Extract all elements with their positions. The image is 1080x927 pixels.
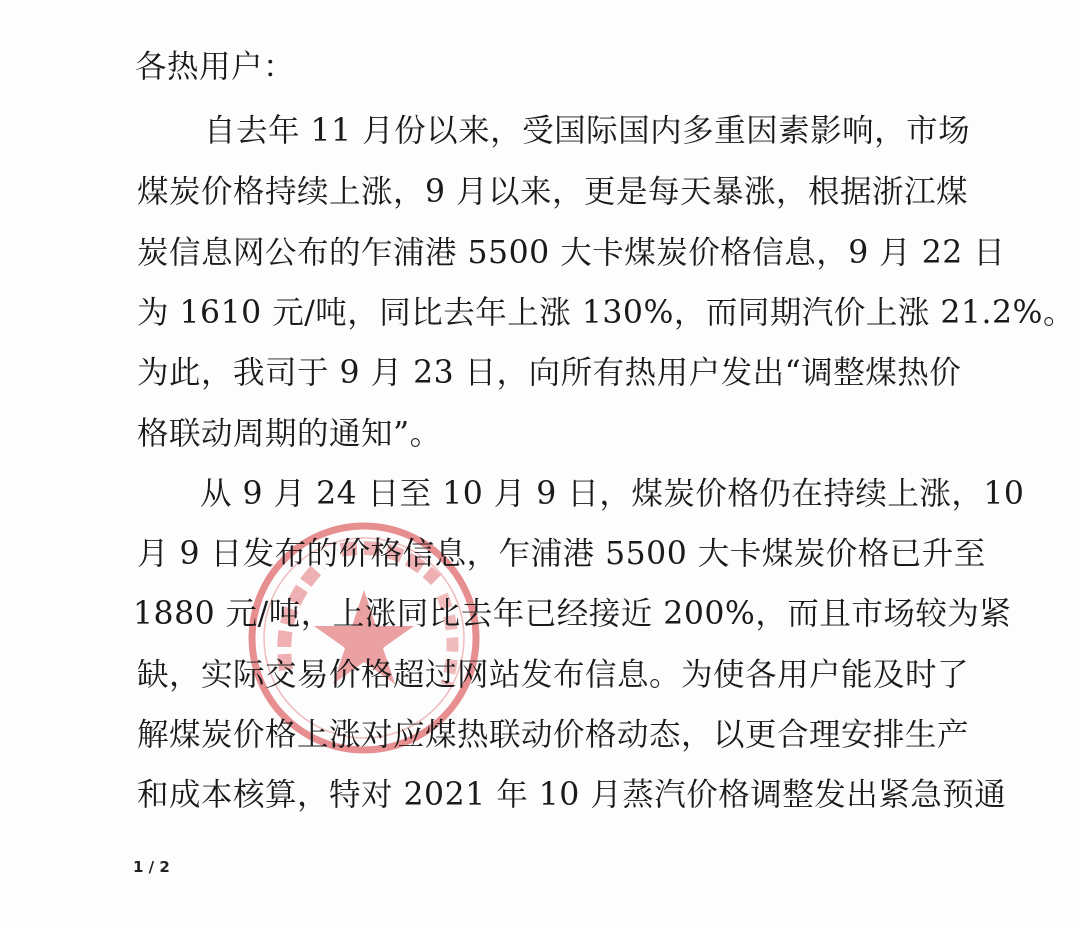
- body-line: 解煤炭价格上涨对应煤热联动价格动态，以更合理安排生产: [137, 717, 970, 753]
- body-line: 月 9 日发布的价格信息，乍浦港 5500 大卡煤炭价格已升至: [137, 536, 986, 572]
- body-line: 和成本核算，特对 2021 年 10 月蒸汽价格调整发出紧急预通: [137, 777, 1007, 813]
- body-line: 格联动周期的通知”。: [137, 416, 442, 452]
- body-line: 缺，实际交易价格超过网站发布信息。为使各用户能及时了: [137, 657, 970, 693]
- page-number: 1 / 2: [133, 858, 170, 876]
- body-line: 炭信息网公布的乍浦港 5500 大卡煤炭价格信息，9 月 22 日: [137, 235, 1006, 271]
- body-line: 从 9 月 24 日至 10 月 9 日，煤炭价格仍在持续上涨，10: [200, 476, 1025, 512]
- body-line: 煤炭价格持续上涨，9 月以来，更是每天暴涨，根据浙江煤: [137, 174, 969, 210]
- body-line: 1880 元/吨，上涨同比去年已经接近 200%，而且市场较为紧: [133, 596, 1012, 632]
- salutation: 各热用户：: [135, 49, 296, 85]
- body-line: 为 1610 元/吨，同比去年上涨 130%，而同期汽价上涨 21.2%。: [137, 295, 1075, 331]
- body-line: 为此，我司于 9 月 23 日，向所有热用户发出“调整煤热价: [137, 355, 962, 391]
- body-line: 自去年 11 月份以来，受国际国内多重因素影响，市场: [204, 113, 971, 149]
